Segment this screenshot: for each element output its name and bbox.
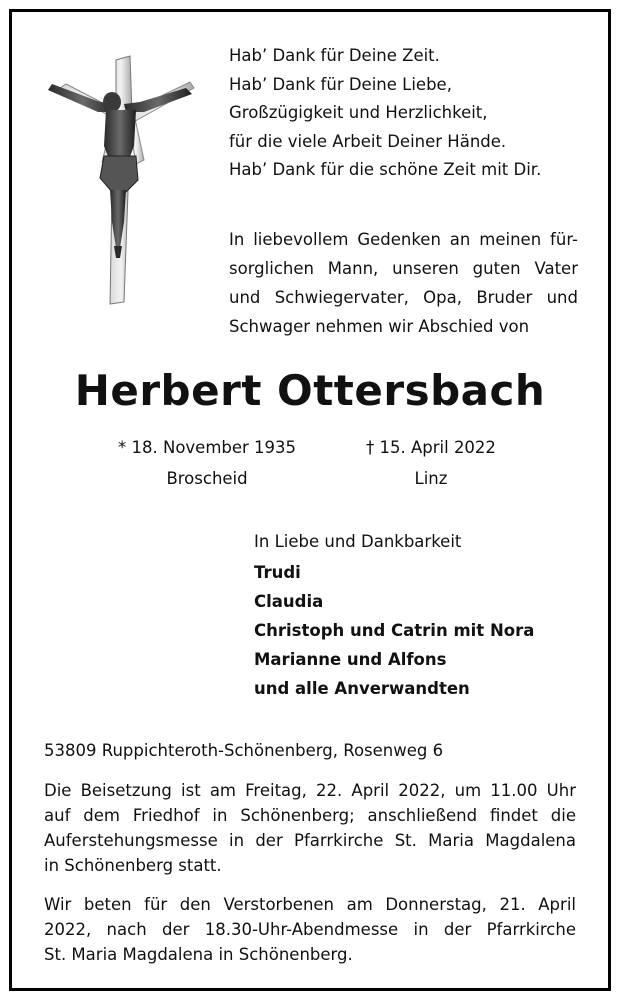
prayer-notice bbox=[44, 892, 576, 967]
death-date: † 15. April 2022 bbox=[366, 438, 496, 457]
verse-line: Großzügigkeit und Herzlichkeit, bbox=[229, 103, 488, 122]
prayer-notice-line: 2022, nach der 18.30-Uhr-Abendmesse in der Pfarrkirche bbox=[44, 920, 576, 939]
funeral-notice-line: auf dem Friedhof in Schönenberg; anschließend findet die bbox=[44, 806, 576, 825]
mourner-name: Trudi bbox=[254, 563, 301, 582]
birth-place: Broscheid bbox=[166, 469, 248, 488]
mourner-name: Marianne und Alfons bbox=[254, 650, 447, 669]
verse-line: Hab’ Dank für Deine Zeit. bbox=[229, 46, 440, 65]
funeral-notice-line: Die Beisetzung ist am Freitag, 22. April 2022, um 11.00 Uhr bbox=[44, 781, 576, 800]
mourners-heading: In Liebe und Dankbarkeit bbox=[254, 532, 462, 551]
funeral-notice bbox=[44, 778, 576, 878]
mourners-block bbox=[254, 527, 534, 703]
address-line: 53809 Ruppichteroth-Schönenberg, Rosenweg 6 bbox=[44, 741, 444, 760]
verse-line: für die viele Arbeit Deiner Hände. bbox=[229, 131, 507, 151]
death-info bbox=[366, 432, 496, 494]
birth-date: * 18. November 1935 bbox=[118, 438, 297, 457]
funeral-notice-line: Auferstehungsmesse in der Pfarrkirche St. Maria Magdalena bbox=[44, 831, 576, 850]
intro-line: sorglichen Mann, unseren guten Vater bbox=[229, 259, 578, 278]
verse-line: Hab’ Dank für die schöne Zeit mit Dir. bbox=[229, 160, 542, 179]
prayer-notice-line: Wir beten für den Verstorbenen am Donnerstag, 21. April bbox=[44, 895, 576, 914]
intro-line: und Schwiegervater, Opa, Bruder und bbox=[229, 288, 578, 307]
verse-block bbox=[229, 42, 541, 185]
deceased-name: Herbert Ottersbach bbox=[74, 366, 546, 415]
death-place: Linz bbox=[414, 469, 448, 488]
verse-line: Hab’ Dank für Deine Liebe, bbox=[229, 74, 452, 94]
intro-paragraph bbox=[229, 225, 578, 341]
crucifix-icon bbox=[40, 52, 200, 306]
intro-line: Schwager nehmen wir Abschied von bbox=[229, 317, 530, 336]
funeral-notice-line: in Schönenberg statt. bbox=[44, 856, 222, 875]
mourner-name: Christoph und Catrin mit Nora bbox=[254, 621, 535, 640]
prayer-notice-line: St. Maria Magdalena in Schönenberg. bbox=[44, 945, 353, 964]
birth-info bbox=[118, 432, 296, 494]
mourner-name: Claudia bbox=[254, 592, 324, 611]
intro-line: In liebevollem Gedenken an meinen für- bbox=[229, 230, 578, 249]
mourner-name: und alle Anverwandten bbox=[254, 679, 470, 698]
